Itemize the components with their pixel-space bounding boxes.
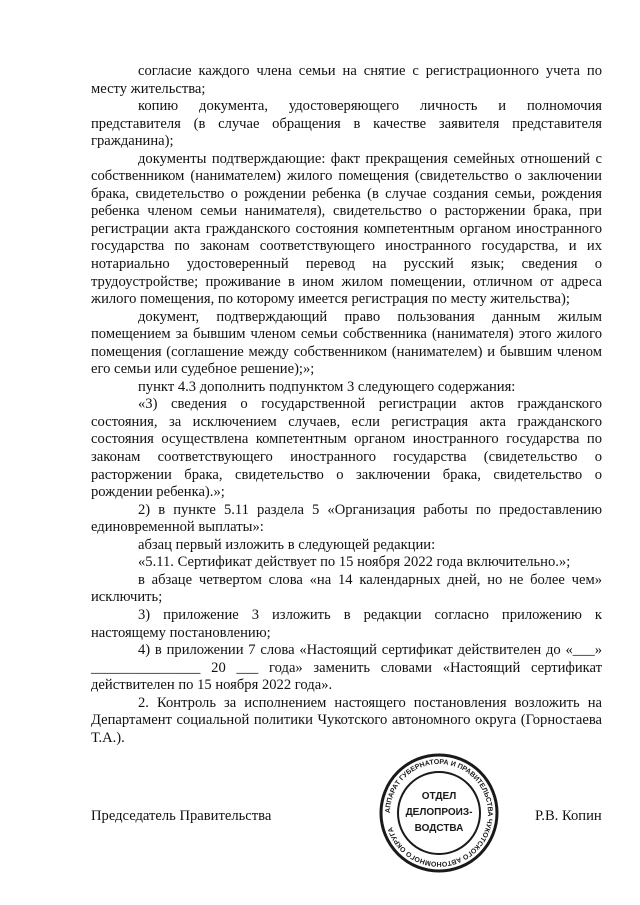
signatory-position: Председатель Правительства [91,808,272,824]
paragraph: 4) в приложении 7 слова «Настоящий сертификат действителен до «___» _______________ 20 ___ года» заменить словами «Настоящий сертификат действителен по 15 ноября 2022 года». [91,642,602,694]
paragraph: 2) в пункте 5.11 раздела 5 «Организация работы по предоставлению единовременной выплаты»: [91,501,602,536]
paragraph: документы подтверждающие: факт прекращения семейных отношений с собственником (нанимателем) жилого помещения (свидетельство о заключении брака, свидетельство о рождении ребенка (в случае создания семьи, рождения ребенка членом семьи нанимателя), свидетельство о расторжении брака, при регистрации акта гражданского состояния компетентным органом иностранного государства по законам соответствующего иностранного государства, и их нотариально удостоверенный перевод на русский язык; сведения о трудоустройстве; проживание в ином жилом помещении, отличном от адреса жилого помещения, по которому имеется регистрация по месту жительства); [91,150,602,308]
paragraph: в абзаце четвертом слова «на 14 календарных дней, но не более чем» исключить; [91,571,602,606]
signatory-name: Р.В. Копин [535,808,602,824]
office-stamp [378,752,500,874]
paragraph: 3) приложение 3 изложить в редакции согласно приложению к настоящему постановлению; [91,606,602,641]
stamp-ring-text: АППАРАТ ГУБЕРНАТОРА И ПРАВИТЕЛЬСТВА ЧУКОТСКОГО АВТОНОМНОГО ОКРУГА [384,758,494,868]
paragraph: пункт 4.3 дополнить подпунктом 3 следующего содержания: [138,378,516,395]
paragraph: копию документа, удостоверяющего личность и полномочия представителя (в случае обращения в качестве заявителя представителя гражданина); [91,98,602,150]
paragraph: «3) сведения о государственной регистрации актов гражданского состояния, за исключением случаев, если регистрация акта гражданского состояния осуществлена компетентным органом иностранного государства по законам соответствующего иностранного государства (свидетельство о расторжении брака, свидетельство о заключении брака, свидетельство о рождении ребенка).»; [91,396,602,501]
stamp-line-2: ДЕЛОПРОИЗ- [405,807,473,818]
paragraph: документ, подтверждающий право пользования данным жилым помещением за бывшим членом семьи собственника (нанимателя) этого жилого помещения (соглашение между собственником (нанимателем) и бывшим членом его семьи или судебное решение);»; [91,308,602,378]
document-body [91,63,602,747]
stamp-line-1: ОТДЕЛ [421,791,457,802]
paragraph: «5.11. Сертификат действует по 15 ноября 2022 года включительно.»; [138,554,571,571]
paragraph: абзац первый изложить в следующей редакции: [138,536,436,553]
paragraph: согласие каждого члена семьи на снятие с регистрационного учета по месту жительства; [91,63,602,97]
paragraph: 2. Контроль за исполнением настоящего постановления возложить на Департамент социальной политики Чукотского автономного округа (Горностаева Т.А.). [91,694,602,746]
stamp-line-3: ВОДСТВА [414,823,464,834]
